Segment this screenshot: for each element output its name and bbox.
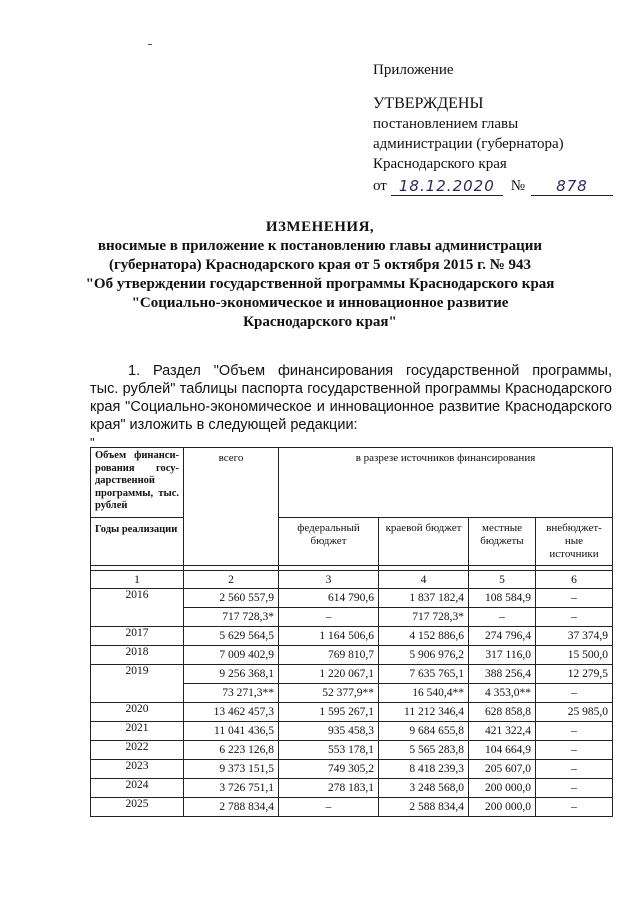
regional-cell: 5 906 976,2 bbox=[379, 646, 469, 665]
local-cell: 200 000,0 bbox=[469, 798, 536, 817]
local-cell: 317 116,0 bbox=[469, 646, 536, 665]
federal-cell: 1 164 506,6 bbox=[279, 627, 379, 646]
local-cell: 104 664,9 bbox=[469, 741, 536, 760]
body-paragraph bbox=[90, 362, 612, 434]
heading-line-3: "Об утверждении государственной программы Краснодарского края bbox=[85, 276, 555, 292]
total-cell: 717 728,3* bbox=[184, 608, 279, 627]
federal-cell: 52 377,9** bbox=[279, 684, 379, 703]
table-row bbox=[91, 703, 613, 722]
extra-cell: – bbox=[536, 741, 613, 760]
table-row bbox=[91, 646, 613, 665]
header-extra: внебюджет-ные источники bbox=[536, 518, 613, 566]
local-cell: 421 322,4 bbox=[469, 722, 536, 741]
header-local: местные бюджеты bbox=[469, 518, 536, 566]
total-cell: 6 223 126,8 bbox=[184, 741, 279, 760]
header-sources: в разрезе источников финансирования bbox=[279, 448, 613, 518]
total-cell: 13 462 457,3 bbox=[184, 703, 279, 722]
scan-mark bbox=[148, 44, 152, 45]
regional-cell: 1 837 182,4 bbox=[379, 589, 469, 608]
regional-cell: 4 152 886,6 bbox=[379, 627, 469, 646]
heading-line-4: "Социально-экономическое и инновационное развитие bbox=[131, 295, 509, 311]
extra-cell: 15 500,0 bbox=[536, 646, 613, 665]
column-number: 1 bbox=[91, 571, 184, 589]
table-row bbox=[91, 760, 613, 779]
column-number: 6 bbox=[536, 571, 613, 589]
approval-line-1: постановлением главы bbox=[373, 116, 519, 132]
total-cell: 9 373 151,5 bbox=[184, 760, 279, 779]
regional-cell: 11 212 346,4 bbox=[379, 703, 469, 722]
paragraph-line-2: тыс. рублей" таблицы паспорта государственной программы Краснодарского bbox=[90, 381, 612, 397]
table-row bbox=[91, 665, 613, 684]
extra-cell: – bbox=[536, 779, 613, 798]
from-label: от bbox=[373, 178, 387, 194]
local-cell: 205 607,0 bbox=[469, 760, 536, 779]
heading-title: ИЗМЕНЕНИЯ, bbox=[265, 219, 375, 235]
regional-cell: 9 684 655,8 bbox=[379, 722, 469, 741]
year-cell: 2025 bbox=[91, 798, 184, 817]
extra-cell: – bbox=[536, 798, 613, 817]
paragraph-line-1: 1. Раздел "Объем финансирования государственной программы, bbox=[128, 363, 612, 379]
handwritten-number: 878 bbox=[531, 177, 613, 196]
federal-cell: 1 220 067,1 bbox=[279, 665, 379, 684]
header-corner-top: Объем финанси-рования госу-дарственной программы, тыс. рублей bbox=[91, 448, 184, 518]
column-number: 3 bbox=[279, 571, 379, 589]
federal-cell: 278 183,1 bbox=[279, 779, 379, 798]
year-cell: 2016 bbox=[91, 589, 184, 627]
local-cell: 200 000,0 bbox=[469, 779, 536, 798]
header-corner-bottom: Годы реализации bbox=[91, 518, 184, 566]
paragraph-line-4: края" изложить в следующей редакции: bbox=[90, 417, 358, 433]
heading-line-2: (губернатора) Краснодарского края от 5 октября 2015 г. № 943 bbox=[108, 257, 532, 273]
table-row bbox=[91, 779, 613, 798]
federal-cell: 769 810,7 bbox=[279, 646, 379, 665]
federal-cell: 749 305,2 bbox=[279, 760, 379, 779]
regional-cell: 16 540,4** bbox=[379, 684, 469, 703]
extra-cell: 12 279,5 bbox=[536, 665, 613, 684]
total-cell: 11 041 436,5 bbox=[184, 722, 279, 741]
regional-cell: 717 728,3* bbox=[379, 608, 469, 627]
column-number-row bbox=[91, 571, 613, 589]
extra-cell: – bbox=[536, 589, 613, 608]
total-cell: 2 560 557,9 bbox=[184, 589, 279, 608]
total-cell: 73 271,3** bbox=[184, 684, 279, 703]
heading-line-5: Краснодарского края" bbox=[243, 314, 397, 330]
local-cell: 108 584,9 bbox=[469, 589, 536, 608]
table-row bbox=[91, 722, 613, 741]
header-federal: федеральный бюджет bbox=[279, 518, 379, 566]
extra-cell: 25 985,0 bbox=[536, 703, 613, 722]
extra-cell: – bbox=[536, 760, 613, 779]
year-cell: 2021 bbox=[91, 722, 184, 741]
federal-cell: 1 595 267,1 bbox=[279, 703, 379, 722]
table-row bbox=[91, 798, 613, 817]
extra-cell: – bbox=[536, 722, 613, 741]
handwritten-date: 18.12.2020 bbox=[391, 177, 503, 196]
number-label: № bbox=[510, 178, 526, 194]
year-cell: 2023 bbox=[91, 760, 184, 779]
date-number-line bbox=[373, 176, 613, 196]
total-cell: 2 788 834,4 bbox=[184, 798, 279, 817]
approved-label: УТВЕРЖДЕНЫ bbox=[373, 95, 484, 112]
year-cell: 2024 bbox=[91, 779, 184, 798]
approval-line-2: администрации (губернатора) bbox=[373, 136, 564, 152]
federal-cell: – bbox=[279, 798, 379, 817]
federal-cell: 553 178,1 bbox=[279, 741, 379, 760]
total-cell: 5 629 564,5 bbox=[184, 627, 279, 646]
column-number: 5 bbox=[469, 571, 536, 589]
regional-cell: 8 418 239,3 bbox=[379, 760, 469, 779]
heading-line-1: вносимые в приложение к постановлению главы администрации bbox=[97, 238, 543, 254]
header-total: всего bbox=[184, 448, 279, 566]
table-row bbox=[91, 741, 613, 760]
table-row bbox=[91, 627, 613, 646]
approval-line-3: Краснодарского края bbox=[373, 156, 507, 172]
federal-cell: 935 458,3 bbox=[279, 722, 379, 741]
regional-cell: 7 635 765,1 bbox=[379, 665, 469, 684]
approval-block bbox=[373, 60, 613, 196]
local-cell: 388 256,4 bbox=[469, 665, 536, 684]
total-cell: 7 009 402,9 bbox=[184, 646, 279, 665]
extra-cell: 37 374,9 bbox=[536, 627, 613, 646]
regional-cell: 5 565 283,8 bbox=[379, 741, 469, 760]
local-cell: – bbox=[469, 608, 536, 627]
year-cell: 2019 bbox=[91, 665, 184, 703]
total-cell: 3 726 751,1 bbox=[184, 779, 279, 798]
table-row bbox=[91, 589, 613, 608]
regional-cell: 2 588 834,4 bbox=[379, 798, 469, 817]
local-cell: 628 858,8 bbox=[469, 703, 536, 722]
federal-cell: 614 790,6 bbox=[279, 589, 379, 608]
column-number: 4 bbox=[379, 571, 469, 589]
year-cell: 2022 bbox=[91, 741, 184, 760]
year-cell: 2020 bbox=[91, 703, 184, 722]
local-cell: 274 796,4 bbox=[469, 627, 536, 646]
year-cell: 2017 bbox=[91, 627, 184, 646]
extra-cell: – bbox=[536, 684, 613, 703]
open-quote: " bbox=[90, 435, 95, 450]
document-heading bbox=[40, 218, 600, 332]
total-cell: 9 256 368,1 bbox=[184, 665, 279, 684]
header-regional: краевой бюджет bbox=[379, 518, 469, 566]
paragraph-line-3: края "Социально-экономическое и инновационное развитие Краснодарского bbox=[90, 399, 612, 415]
federal-cell: – bbox=[279, 608, 379, 627]
column-number: 2 bbox=[184, 571, 279, 589]
financing-table bbox=[90, 447, 613, 817]
extra-cell: – bbox=[536, 608, 613, 627]
appendix-label: Приложение bbox=[373, 62, 454, 78]
local-cell: 4 353,0** bbox=[469, 684, 536, 703]
regional-cell: 3 248 568,0 bbox=[379, 779, 469, 798]
year-cell: 2018 bbox=[91, 646, 184, 665]
